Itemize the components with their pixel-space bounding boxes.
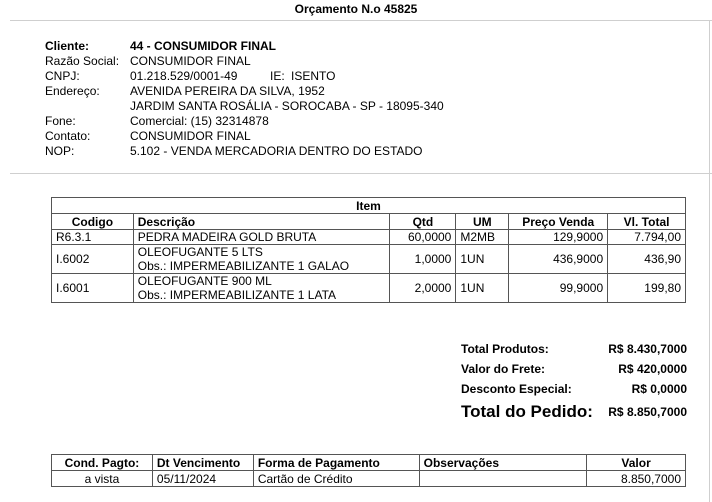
razao-value: CONSUMIDOR FINAL bbox=[130, 54, 251, 68]
total-pedido-row bbox=[461, 402, 687, 426]
total-produtos-label: Total Produtos: bbox=[461, 342, 549, 356]
col-valor: Valor bbox=[587, 455, 686, 471]
cell-total: 436,90 bbox=[608, 245, 686, 274]
desconto-value: R$ 0,0000 bbox=[631, 382, 687, 396]
cell-descricao bbox=[133, 274, 390, 303]
cell-qtd: 60,0000 bbox=[390, 230, 456, 245]
cnpj-value: 01.218.529/0001-49 bbox=[130, 69, 238, 83]
ie-label: IE: bbox=[270, 69, 285, 83]
table-row bbox=[52, 230, 686, 245]
total-produtos-row bbox=[461, 342, 687, 362]
cell-preco: 436,9000 bbox=[509, 245, 608, 274]
payment-header-row bbox=[52, 455, 686, 471]
cliente-value: 44 - CONSUMIDOR FINAL bbox=[130, 39, 277, 53]
cell-valor: 8.850,7000 bbox=[587, 471, 686, 487]
fone-label: Fone: bbox=[45, 114, 76, 128]
cell-codigo: I.6002 bbox=[52, 245, 134, 274]
item-description: OLEOFUGANTE 900 ML bbox=[137, 274, 272, 288]
section-divider bbox=[10, 173, 712, 174]
cell-total: 7.794,00 bbox=[608, 230, 686, 245]
cell-observacoes bbox=[419, 471, 587, 487]
col-forma-pagamento: Forma de Pagamento bbox=[253, 455, 419, 471]
endereco-label: Endereço: bbox=[45, 84, 100, 98]
right-divider bbox=[709, 20, 710, 502]
document-title: Orçamento N.o 45825 bbox=[294, 2, 418, 16]
col-um: UM bbox=[456, 214, 509, 230]
table-row bbox=[52, 274, 686, 303]
cell-forma-pagamento: Cartão de Crédito bbox=[253, 471, 419, 487]
valor-frete-label: Valor do Frete: bbox=[461, 362, 546, 376]
items-header-row bbox=[52, 214, 686, 230]
cell-preco: 129,9000 bbox=[509, 230, 608, 245]
col-dt-vencimento: Dt Vencimento bbox=[152, 455, 253, 471]
col-qtd: Qtd bbox=[390, 214, 456, 230]
cell-um: M2MB bbox=[456, 230, 509, 245]
total-pedido-label: Total do Pedido: bbox=[461, 402, 593, 421]
valor-frete-value: R$ 420,0000 bbox=[618, 362, 687, 376]
cnpj-label: CNPJ: bbox=[45, 69, 80, 83]
cell-qtd: 1,0000 bbox=[390, 245, 456, 274]
cell-descricao bbox=[133, 245, 390, 274]
cell-codigo: R6.3.1 bbox=[52, 230, 134, 245]
totals-block bbox=[461, 342, 687, 426]
contato-label: Contato: bbox=[45, 129, 91, 143]
desconto-label: Desconto Especial: bbox=[461, 382, 572, 396]
cell-qtd: 2,0000 bbox=[390, 274, 456, 303]
top-divider bbox=[10, 20, 712, 21]
total-produtos-value: R$ 8.430,7000 bbox=[608, 342, 687, 356]
cell-descricao: PEDRA MADEIRA GOLD BRUTA bbox=[133, 230, 390, 245]
col-descricao: Descrição bbox=[133, 214, 390, 230]
total-pedido-value: R$ 8.850,7000 bbox=[608, 405, 687, 419]
items-section-title: Item bbox=[52, 198, 686, 214]
endereco-line2: JARDIM SANTA ROSÁLIA - SOROCABA - SP - 18095-340 bbox=[130, 99, 444, 113]
cell-dt-vencimento: 05/11/2024 bbox=[152, 471, 253, 487]
cell-codigo: I.6001 bbox=[52, 274, 134, 303]
col-total: Vl. Total bbox=[608, 214, 686, 230]
table-row bbox=[52, 245, 686, 274]
contato-value: CONSUMIDOR FINAL bbox=[130, 129, 251, 143]
col-cond-pagto: Cond. Pagto: bbox=[52, 455, 153, 471]
cliente-label: Cliente: bbox=[45, 39, 90, 53]
cell-um: 1UN bbox=[456, 245, 509, 274]
table-row bbox=[52, 471, 686, 487]
nop-value: 5.102 - VENDA MERCADORIA DENTRO DO ESTADO bbox=[130, 144, 423, 158]
valor-frete-row bbox=[461, 362, 687, 382]
item-observation: Obs.: IMPERMEABILIZANTE 1 GALAO bbox=[137, 259, 350, 273]
col-observacoes: Observações bbox=[419, 455, 587, 471]
endereco-line1: AVENIDA PEREIRA DA SILVA, 1952 bbox=[130, 84, 325, 98]
item-description: OLEOFUGANTE 5 LTS bbox=[137, 245, 263, 259]
col-codigo: Codigo bbox=[52, 214, 134, 230]
items-table bbox=[51, 197, 686, 303]
nop-label: NOP: bbox=[45, 144, 75, 158]
item-observation: Obs.: IMPERMEABILIZANTE 1 LATA bbox=[137, 288, 337, 302]
cell-um: 1UN bbox=[456, 274, 509, 303]
cell-total: 199,80 bbox=[608, 274, 686, 303]
ie-value: ISENTO bbox=[291, 69, 336, 83]
col-preco: Preço Venda bbox=[509, 214, 608, 230]
cell-preco: 99,9000 bbox=[509, 274, 608, 303]
fone-value: Comercial: (15) 32314878 bbox=[130, 114, 269, 128]
razao-label: Razão Social: bbox=[45, 54, 120, 68]
payment-table bbox=[51, 454, 686, 487]
desconto-row bbox=[461, 382, 687, 402]
cell-cond-pagto: a vista bbox=[52, 471, 153, 487]
